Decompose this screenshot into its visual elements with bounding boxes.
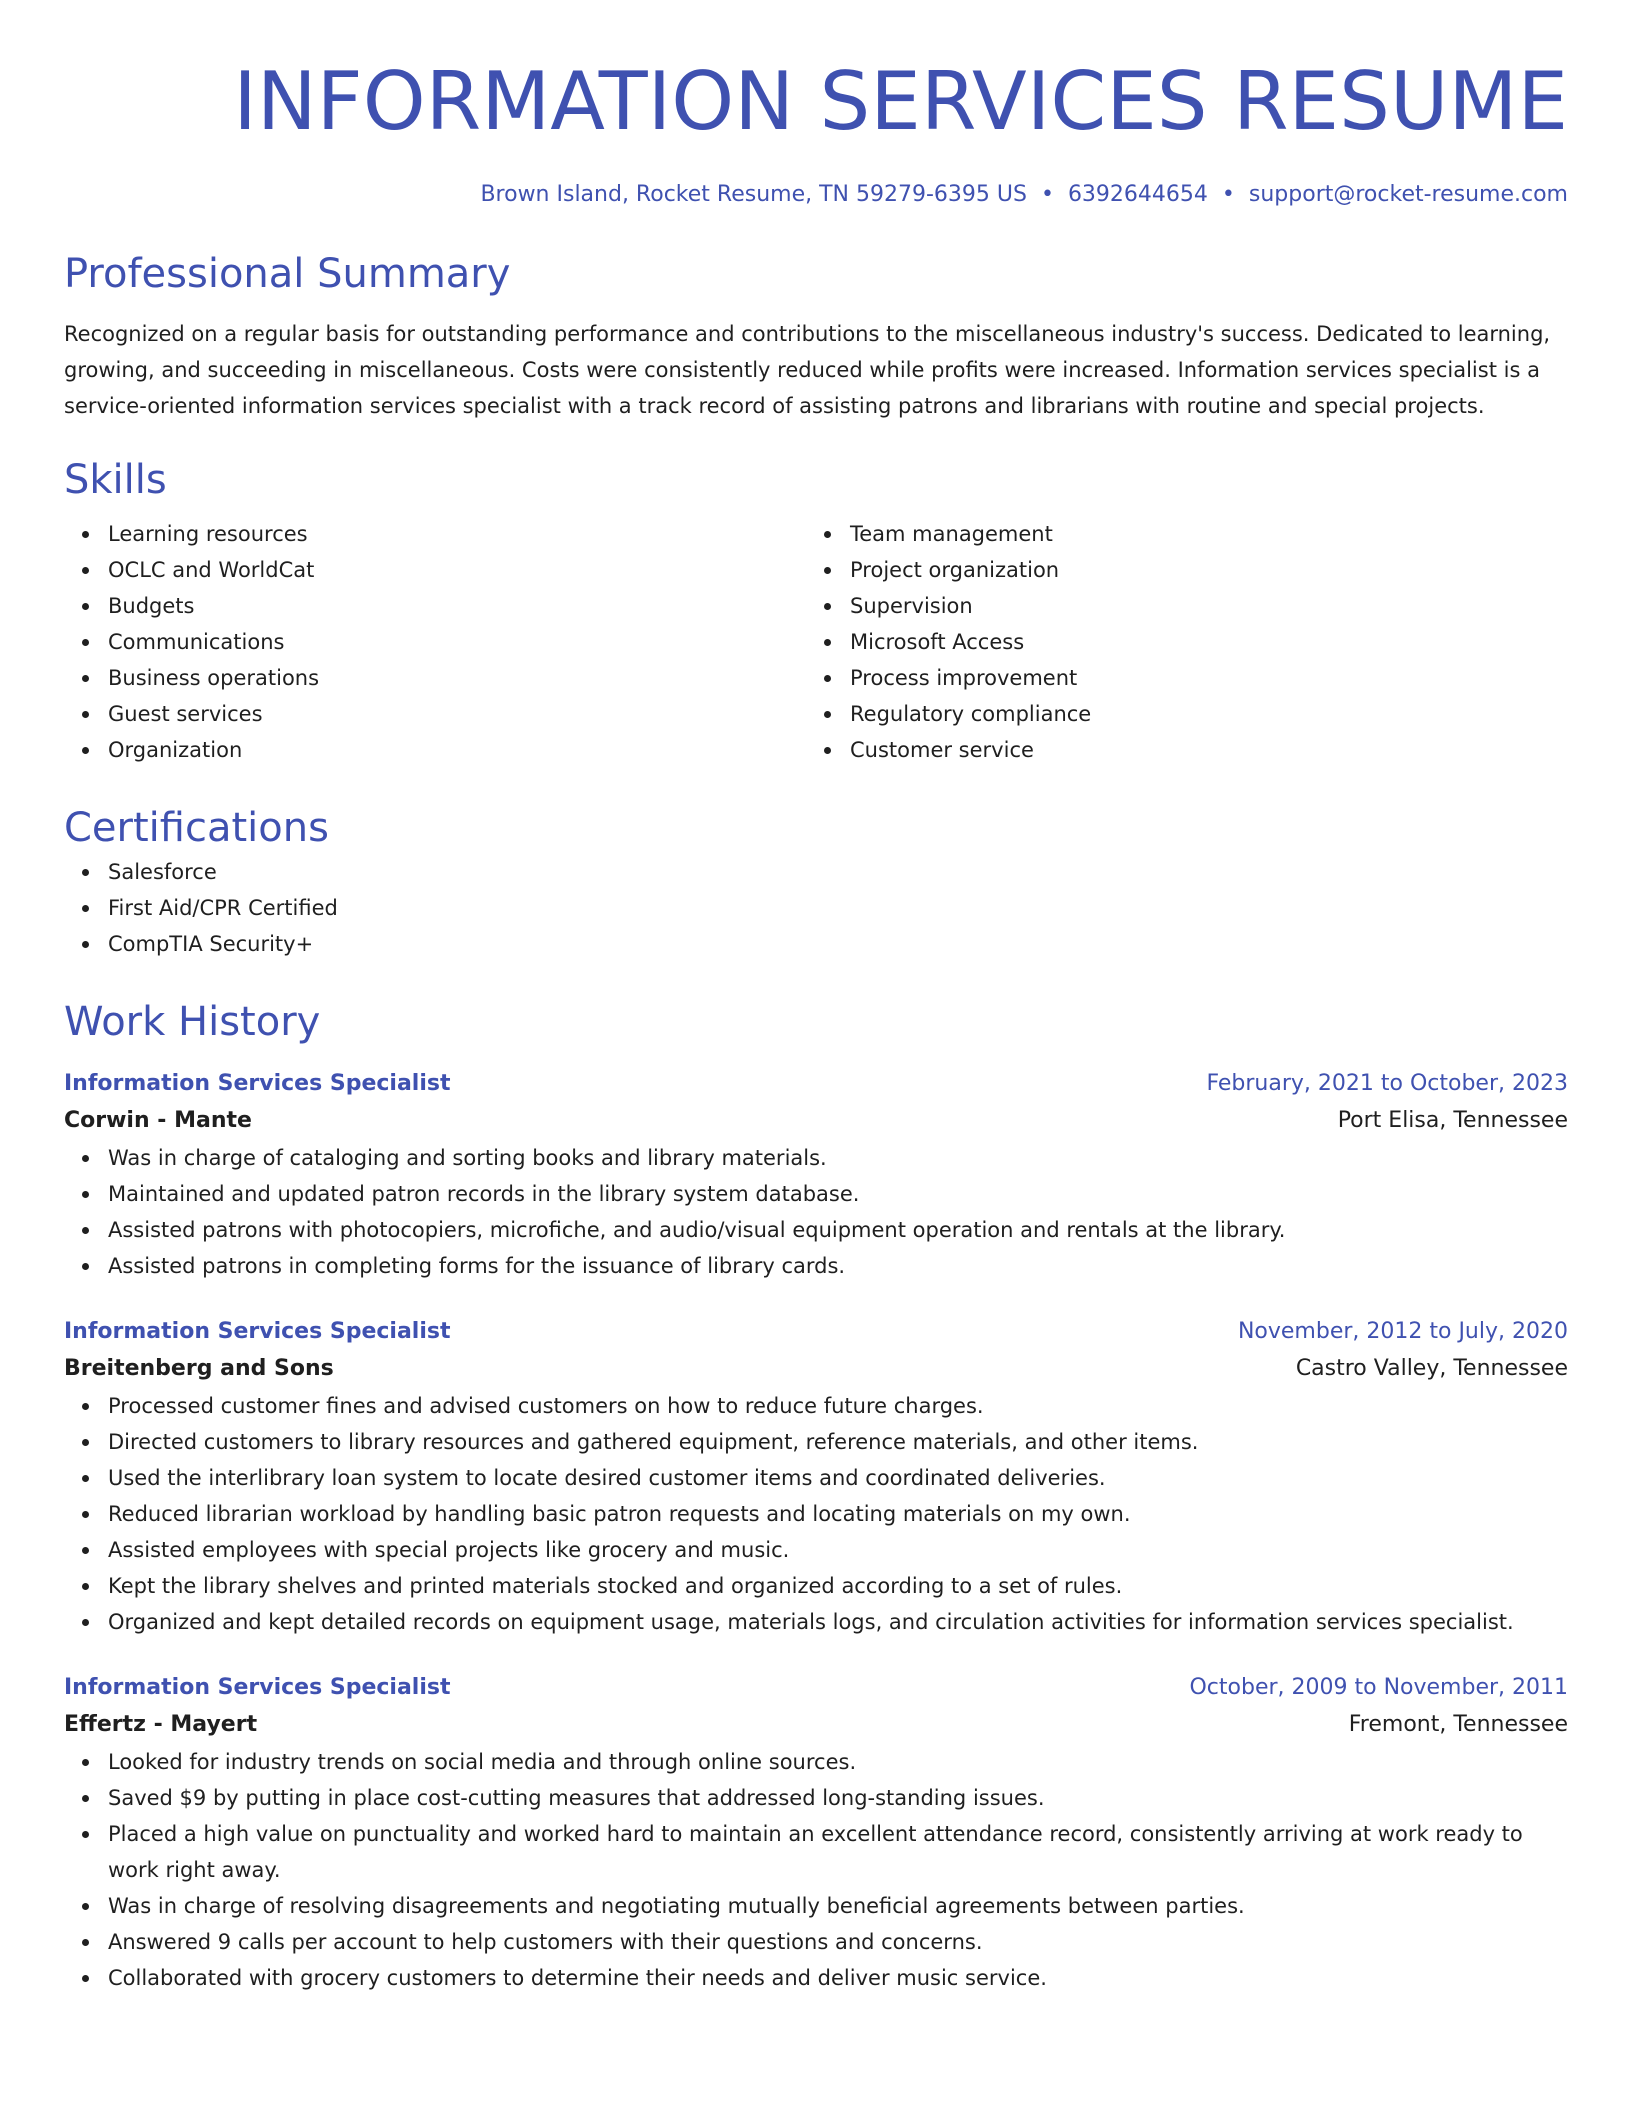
job-bullets (64, 1744, 1568, 1996)
certification-item: CompTIA Security+ (64, 926, 1568, 962)
job-bullet: Kept the library shelves and printed materials stocked and organized according to a set of rules. (64, 1568, 1568, 1604)
job-bullet: Was in charge of cataloging and sorting books and library materials. (64, 1140, 1568, 1176)
contact-line (64, 180, 1568, 210)
job-bullet: Answered 9 calls per account to help customers with their questions and concerns. (64, 1924, 1568, 1960)
certifications-heading: Certifications (64, 805, 329, 851)
skill-item: Guest services (64, 696, 806, 732)
job-header (64, 1066, 1568, 1102)
job-location: Fremont, Tennessee (1348, 1712, 1568, 1737)
job-bullet: Saved $9 by putting in place cost-cutting measures that addressed long-standing issues. (64, 1780, 1568, 1816)
job-bullet: Processed customer fines and advised customers on how to reduce future charges. (64, 1388, 1568, 1424)
contact-email: support@rocket-resume.com (1248, 182, 1568, 207)
job-bullet: Directed customers to library resources and gathered equipment, reference materials, and other items. (64, 1424, 1568, 1460)
job-dates: February, 2021 to October, 2023 (1206, 1071, 1568, 1096)
skills-section (64, 454, 1568, 768)
job-dates: October, 2009 to November, 2011 (1189, 1675, 1568, 1700)
work-history-section (64, 996, 1568, 1996)
skill-item: Project organization (806, 552, 1548, 588)
job-title: Information Services Specialist (64, 1675, 451, 1700)
skill-item: Learning resources (64, 516, 806, 552)
skill-item: Regulatory compliance (806, 696, 1548, 732)
skill-item: Business operations (64, 660, 806, 696)
job-bullet: Assisted patrons with photocopiers, microfiche, and audio/visual equipment operation and rentals at the library. (64, 1212, 1568, 1248)
job-location: Port Elisa, Tennessee (1337, 1108, 1568, 1133)
summary-text: Recognized on a regular basis for outstanding performance and contributions to the miscellaneous industry's success. Dedicated to learning, growing, and succeeding in miscellaneous. Costs were consistently reduced while profits were increased. Information services specialist is a service-oriented information services specialist with a track record of assisting patrons and librarians with routine and special projects. (64, 322, 1551, 418)
summary-heading: Professional Summary (64, 251, 511, 297)
skills-list-right (806, 516, 1548, 768)
job-entry (64, 1314, 1568, 1640)
certifications-section (64, 802, 1568, 962)
skills-list-left (64, 516, 806, 768)
job-bullet: Used the interlibrary loan system to locate desired customer items and coordinated deliveries. (64, 1460, 1568, 1496)
certification-item: Salesforce (64, 854, 1568, 890)
skill-item: Microsoft Access (806, 624, 1548, 660)
job-bullet: Assisted patrons in completing forms for the issuance of library cards. (64, 1248, 1568, 1284)
work-history-heading: Work History (64, 999, 321, 1045)
skill-item: Communications (64, 624, 806, 660)
job-bullet: Was in charge of resolving disagreements and negotiating mutually beneficial agreements between parties. (64, 1888, 1568, 1924)
resume-page (64, 0, 1568, 1996)
skill-item: Supervision (806, 588, 1548, 624)
skill-item: OCLC and WorldCat (64, 552, 806, 588)
job-subheader (64, 1350, 1568, 1388)
contact-phone: 6392644654 (1067, 182, 1208, 207)
job-bullet: Looked for industry trends on social media and through online sources. (64, 1744, 1568, 1780)
skills-column-left (64, 516, 806, 768)
skill-item: Budgets (64, 588, 806, 624)
skill-item: Organization (64, 732, 806, 768)
resume-title: INFORMATION SERVICES RESUME (233, 55, 1568, 148)
job-bullet: Organized and kept detailed records on equipment usage, materials logs, and circulation activities for information services specialist. (64, 1604, 1568, 1640)
skill-item: Customer service (806, 732, 1548, 768)
skills-columns (64, 516, 1568, 768)
job-location: Castro Valley, Tennessee (1295, 1356, 1568, 1381)
job-header (64, 1670, 1568, 1706)
certifications-list (64, 854, 1568, 962)
skills-heading: Skills (64, 457, 167, 503)
contact-separator: • (1221, 182, 1235, 207)
job-company: Breitenberg and Sons (64, 1356, 334, 1381)
skill-item: Process improvement (806, 660, 1548, 696)
contact-address: Brown Island, Rocket Resume, TN 59279-6395 US (480, 182, 1027, 207)
job-bullet: Reduced librarian workload by handling basic patron requests and locating materials on my own. (64, 1496, 1568, 1532)
job-subheader (64, 1706, 1568, 1744)
certification-item: First Aid/CPR Certified (64, 890, 1568, 926)
job-entry (64, 1066, 1568, 1284)
job-bullet: Assisted employees with special projects like grocery and music. (64, 1532, 1568, 1568)
job-bullets (64, 1140, 1568, 1284)
job-company: Corwin - Mante (64, 1108, 252, 1133)
job-title: Information Services Specialist (64, 1319, 451, 1344)
job-company: Effertz - Mayert (64, 1712, 258, 1737)
job-entry (64, 1670, 1568, 1996)
skills-column-right (806, 516, 1548, 768)
job-bullets (64, 1388, 1568, 1640)
job-bullet: Collaborated with grocery customers to determine their needs and deliver music service. (64, 1960, 1568, 1996)
contact-separator: • (1040, 182, 1054, 207)
job-title: Information Services Specialist (64, 1071, 451, 1096)
summary-section (64, 248, 1568, 424)
job-dates: November, 2012 to July, 2020 (1237, 1319, 1568, 1344)
job-subheader (64, 1102, 1568, 1140)
job-bullet: Placed a high value on punctuality and worked hard to maintain an excellent attendance record, consistently arriving at work ready to work right away. (64, 1816, 1568, 1888)
skill-item: Team management (806, 516, 1548, 552)
job-bullet: Maintained and updated patron records in the library system database. (64, 1176, 1568, 1212)
job-header (64, 1314, 1568, 1350)
